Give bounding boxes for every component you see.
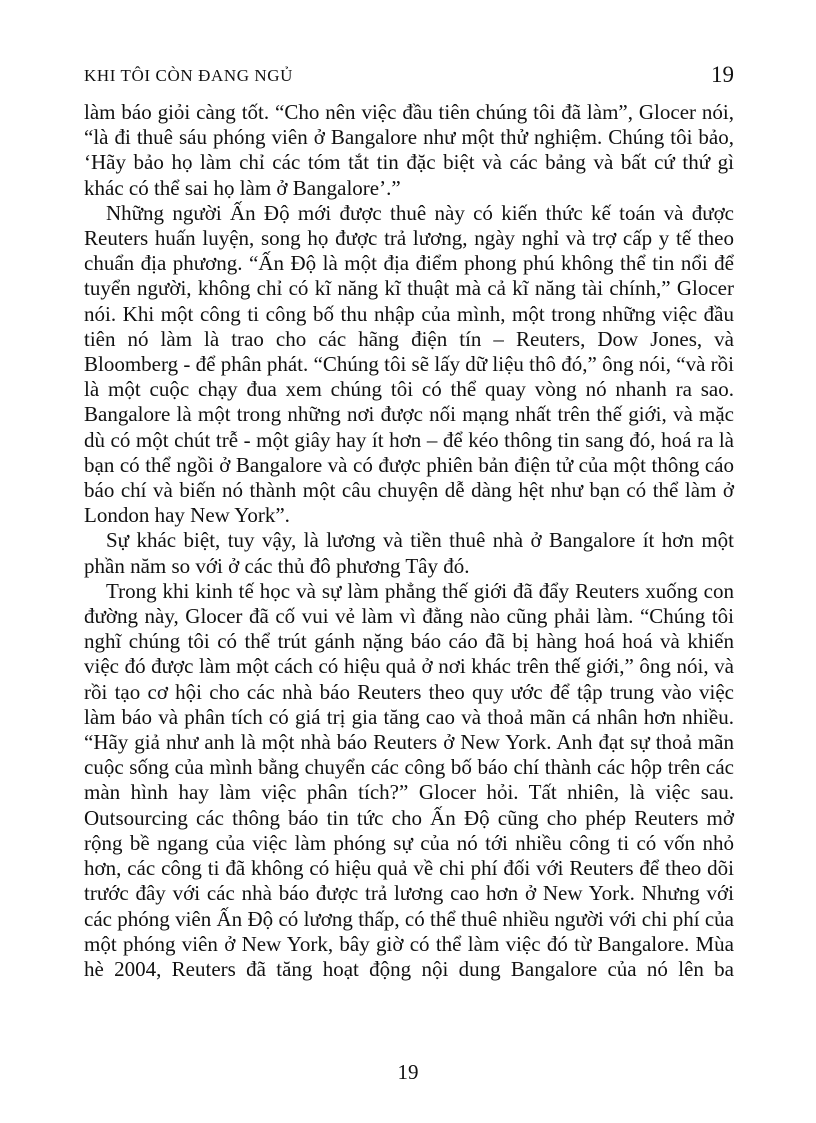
footer-page-number: 19 [397,1060,419,1084]
running-header-page-number: 19 [711,62,734,87]
running-header [84,62,734,92]
paragraph: Những người Ấn Độ mới được thuê này có kiến thức kế toán và được Reuters huấn luyện, song họ được trả lương, ngày nghỉ và trợ cấp y tế theo chuẩn địa phương. “Ấn Độ là một địa điểm phong phú không thể tin nổi để tuyển người, không chỉ có kĩ năng kĩ thuật mà cả kĩ năng tài chính,” Glocer nói. Khi một công ti công bố thu nhập của mình, một trong những việc đầu tiên nó làm là trao cho các hãng điện tín – Reuters, Dow Jones, và Bloomberg - để phân phát. “Chúng tôi sẽ lấy dữ liệu thô đó,” ông nói, “và rồi là một cuộc chạy đua xem chúng tôi có thể quay vòng nó nhanh ra sao. Bangalore là một trong những nơi được nối mạng nhất trên thế giới, và mặc dù có một chút trễ - một giây hay ít hơn – để kéo thông tin sang đó, hoá ra là bạn có thể ngồi ở Bangalore và có được phiên bản điện tử của một thông cáo báo chí và biến nó thành một câu chuyện dễ dàng hệt như bạn có thể làm ở London hay New York”. [84,200,734,528]
paragraph: Sự khác biệt, tuy vậy, là lương và tiền thuê nhà ở Bangalore ít hơn một phần năm so với ở các thủ đô phương Tây đó. [84,528,734,578]
paragraph: làm báo giỏi càng tốt. “Cho nên việc đầu tiên chúng tôi đã làm”, Glocer nói, “là đi thuê sáu phóng viên ở Bangalore như một thử nghiệm. Chúng tôi bảo, ‘Hãy bảo họ làm chỉ các tóm tắt tin đặc biệt và các bảng và bất cứ thứ gì khác có thể sai họ làm ở Bangalore’.” [84,100,734,200]
running-header-title: KHI TÔI CÒN ĐANG NGỦ [84,66,294,85]
paragraph: Trong khi kinh tế học và sự làm phẳng thế giới đã đẩy Reuters xuống con đường này, Glocer đã cố vui vẻ làm vì đằng nào cũng phải làm. “Chúng tôi nghĩ chúng tôi có thể trút gánh nặng báo cáo đã bị hàng hoá hoá và khiến việc đó được làm một cách có hiệu quả ở nơi khác trên thế giới,” ông nói, và rồi tạo cơ hội cho các nhà báo Reuters theo quy ước để tập trung vào việc làm báo và phân tích có giá trị gia tăng cao và thoả mãn cá nhân hơn nhiều. “Hãy giả như anh là một nhà báo Reuters ở New York. Anh đạt sự thoả mãn cuộc sống của mình bằng chuyển các công bố báo chí thành các hộp trên các màn hình hay làm việc phân tích?” Glocer hỏi. Tất nhiên, là việc sau. Outsourcing các thông báo tin tức cho Ấn Độ cũng cho phép Reuters mở rộng bề ngang của việc làm phóng sự của nó tới nhiều công ti có vốn nhỏ hơn, các công ti đã không có hiệu quả về chi phí đối với Reuters để theo dõi trước đây với các nhà báo được trả lương cao hơn ở New York. Nhưng với các phóng viên Ấn Độ có lương thấp, có thể thuê nhiều người với chi phí của một phóng viên ở New York, bây giờ có thể làm việc đó từ Bangalore. Mùa hè 2004, Reuters đã tăng hoạt động nội dung Bangalore của nó lên ba [84,578,734,981]
body-text [84,100,734,982]
